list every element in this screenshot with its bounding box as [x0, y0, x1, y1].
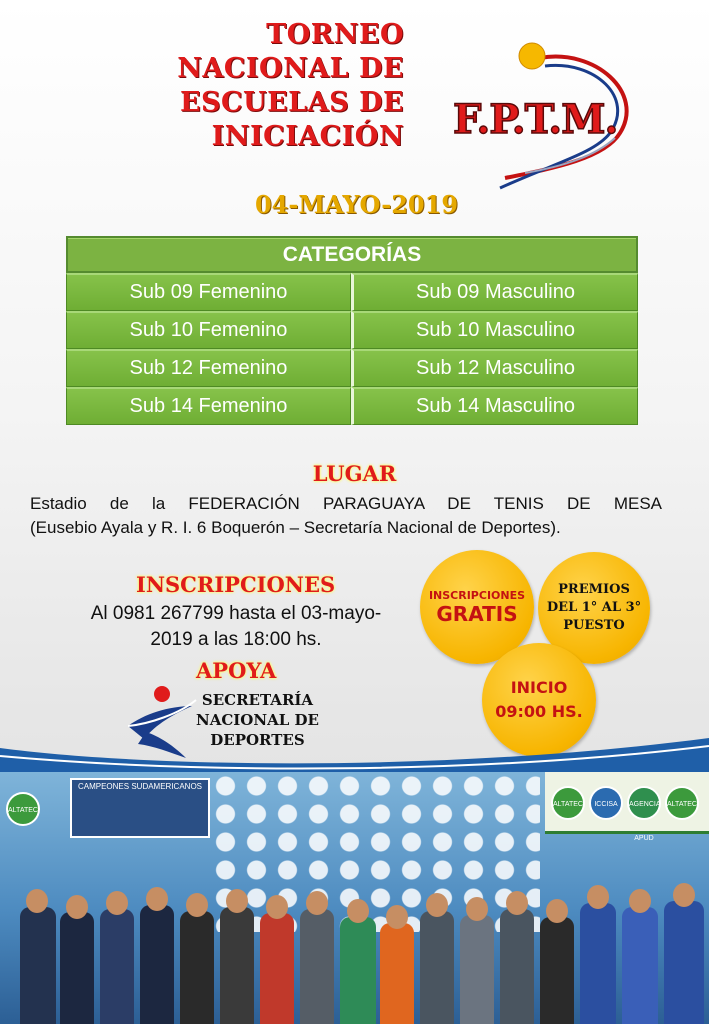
player	[500, 909, 534, 1024]
category-female: Sub 10 Femenino	[66, 311, 351, 349]
player-head	[466, 897, 488, 921]
premios-line-1: PREMIOS	[558, 582, 630, 597]
player-head	[306, 891, 328, 915]
logo-text: F.P.T.M.	[453, 96, 618, 143]
player-head	[587, 885, 609, 909]
sponsor-logo: ICCISA	[589, 786, 623, 820]
table-row	[66, 349, 638, 387]
player-head	[66, 895, 88, 919]
photo-banner-left	[70, 778, 210, 838]
gratis-label: INSCRIPCIONES	[428, 588, 526, 602]
premios-line-3: PUESTO	[563, 618, 625, 633]
category-male: Sub 12 Masculino	[351, 349, 638, 387]
category-male: Sub 10 Masculino	[351, 311, 638, 349]
category-male: Sub 09 Masculino	[351, 273, 638, 311]
player-head	[186, 893, 208, 917]
table-row	[66, 273, 638, 311]
player	[180, 911, 214, 1024]
player	[100, 909, 134, 1024]
category-female: Sub 12 Femenino	[66, 349, 351, 387]
player	[220, 907, 254, 1024]
inscripciones-heading: INSCRIPCIONES	[136, 572, 336, 597]
inscripciones-info	[40, 601, 432, 653]
player	[622, 907, 658, 1024]
table-row	[66, 387, 638, 425]
sponsor-logo: AGENCIA APUD	[627, 786, 661, 820]
player	[340, 917, 376, 1024]
player	[540, 917, 574, 1024]
player-head	[386, 905, 408, 929]
org-line-2: NACIONAL DE	[196, 711, 319, 729]
player-head	[226, 889, 248, 913]
player	[60, 912, 94, 1024]
sponsor-logo: ALTATEC	[551, 786, 585, 820]
categories-header: CATEGORÍAS	[66, 236, 638, 273]
categories-table	[66, 236, 638, 425]
inicio-line-1: INICIO	[510, 678, 568, 697]
player	[20, 907, 56, 1024]
table-row	[66, 311, 638, 349]
lugar-heading	[0, 461, 709, 486]
title-line-1: TORNEO	[266, 19, 404, 50]
lugar-line-1: Estadio de la FEDERACIÓN PARAGUAYA DE TENIS DE MESA	[30, 494, 662, 513]
photo-banner-right	[545, 772, 709, 842]
category-male: Sub 14 Masculino	[351, 387, 638, 425]
category-female: Sub 14 Femenino	[66, 387, 351, 425]
org-line-3: DEPORTES	[210, 731, 305, 749]
player-head	[146, 887, 168, 911]
sponsor-logo: ALTATEC	[6, 792, 40, 826]
player-head	[673, 883, 695, 907]
player-head	[426, 893, 448, 917]
player	[420, 911, 454, 1024]
title-line-4: INICIACIÓN	[211, 121, 404, 152]
inicio-line-2: 09:00 HS.	[495, 702, 583, 721]
player	[460, 915, 494, 1024]
inscripciones-line-2: 2019 a las 18:00 hs.	[150, 629, 322, 650]
fptm-logo	[445, 38, 645, 203]
player	[380, 923, 414, 1024]
banner-left-text: CAMPEONES SUDAMERICANOS	[77, 782, 203, 791]
lugar-heading-text: LUGAR	[312, 461, 397, 486]
category-female: Sub 09 Femenino	[66, 273, 351, 311]
player	[664, 901, 704, 1024]
lugar-line-2: (Eusebio Ayala y R. I. 6 Boquerón – Secretaría Nacional de Deportes).	[30, 518, 561, 537]
sponsor-logo: ALTATEC	[665, 786, 699, 820]
player-head	[106, 891, 128, 915]
group-photo	[0, 772, 709, 1024]
players-crowd	[0, 867, 709, 1024]
inscripciones-line-1: Al 0981 267799 hasta el 03-mayo-	[90, 603, 382, 624]
player-head	[629, 889, 651, 913]
gratis-value: GRATIS	[436, 601, 518, 626]
player-head	[506, 891, 528, 915]
player-head	[546, 899, 568, 923]
premios-line-2: DEL 1° AL 3°	[546, 600, 642, 615]
apoya-heading: APOYA	[196, 658, 277, 683]
title-line-2: NACIONAL DE	[177, 53, 404, 84]
title-line-3: ESCUELAS DE	[179, 87, 404, 118]
lugar-address	[30, 492, 662, 540]
tournament-title	[177, 18, 404, 154]
player-head	[347, 899, 369, 923]
player	[580, 903, 616, 1024]
player-head	[26, 889, 48, 913]
date-text: 04-MAYO-2019	[254, 190, 459, 219]
event-date	[0, 190, 709, 219]
player	[300, 909, 334, 1024]
player-head	[266, 895, 288, 919]
player	[140, 905, 174, 1024]
org-line-1: SECRETARÍA	[201, 691, 314, 709]
player	[260, 913, 294, 1024]
